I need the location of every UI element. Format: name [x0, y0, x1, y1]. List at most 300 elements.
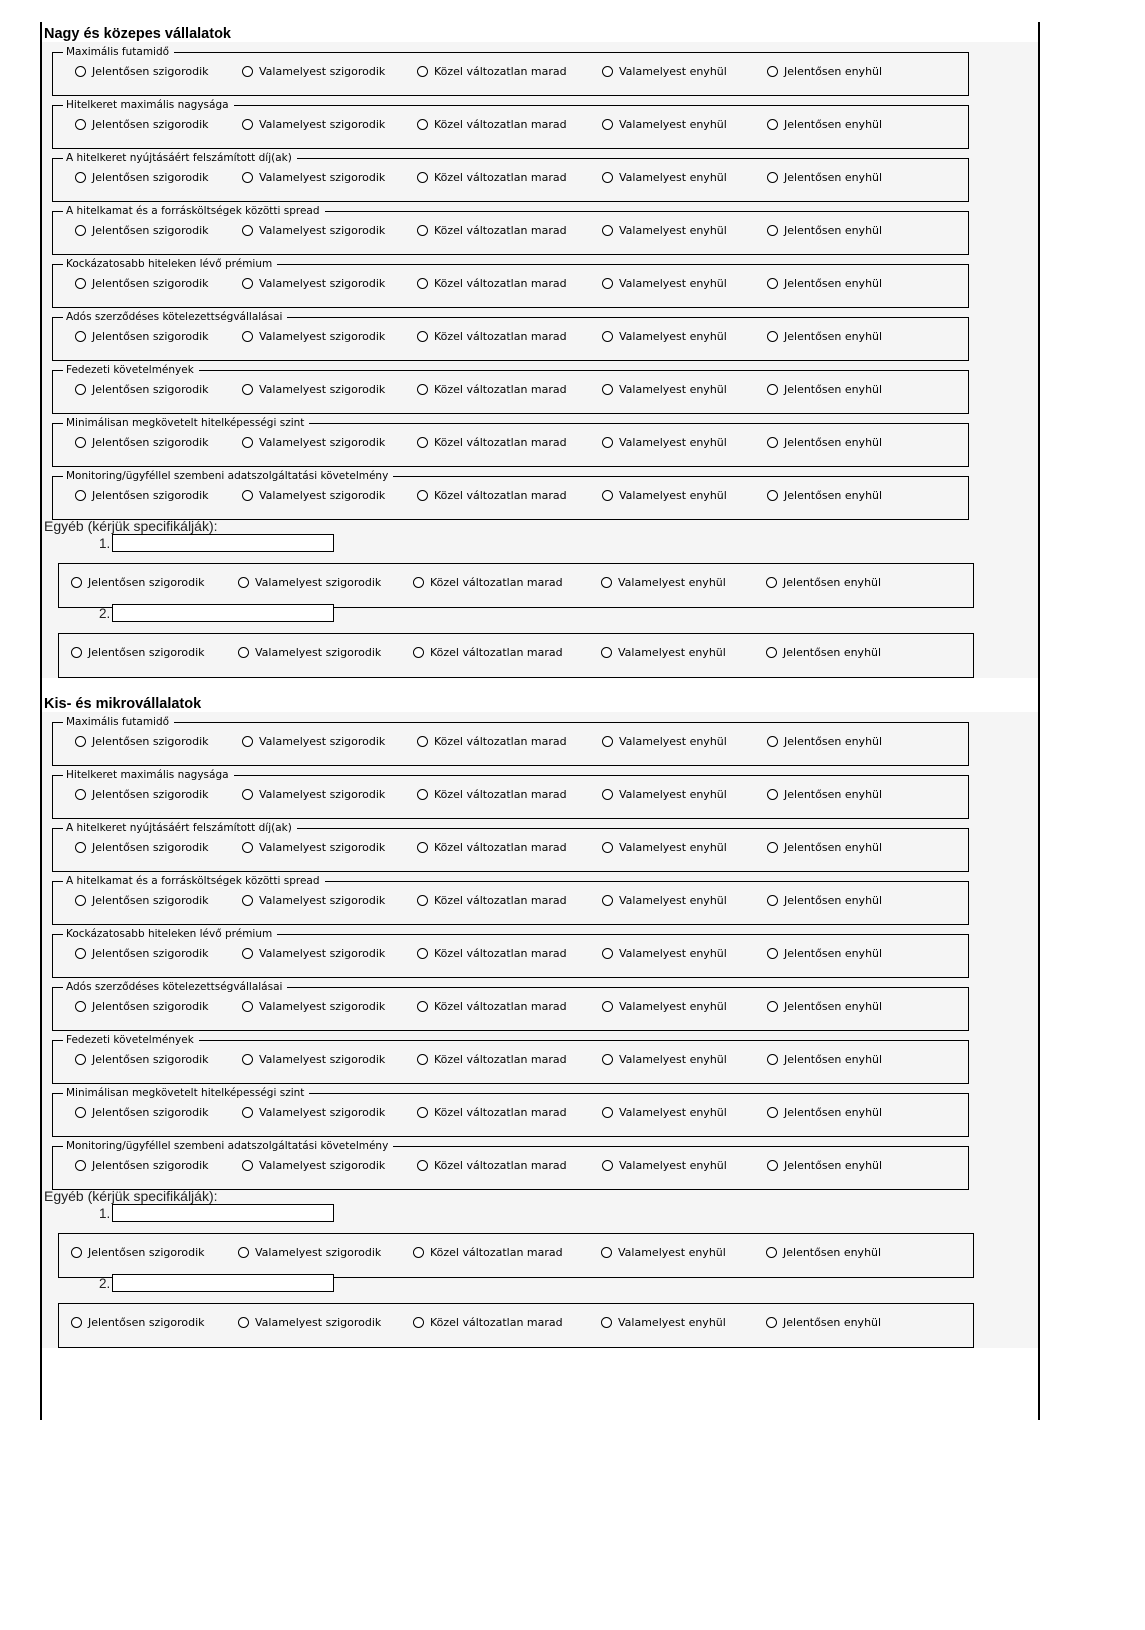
group-legend: Maximális futamidő	[63, 716, 174, 728]
radio-label: Valamelyest szigorodik	[259, 383, 386, 396]
radio-option[interactable]	[242, 894, 385, 907]
radio-option[interactable]	[602, 841, 727, 854]
radio-option[interactable]	[71, 1316, 205, 1329]
radio-button[interactable]	[75, 948, 86, 959]
radio-label: Valamelyest enyhül	[619, 735, 727, 748]
radio-button[interactable]	[767, 948, 778, 959]
radio-option[interactable]	[71, 1246, 205, 1259]
radio-option[interactable]	[242, 383, 385, 396]
radio-button[interactable]	[75, 331, 86, 342]
radio-option[interactable]	[75, 788, 209, 801]
radio-label: Valamelyest szigorodik	[259, 894, 386, 907]
section-2	[42, 692, 1038, 1352]
radio-button[interactable]	[601, 577, 612, 588]
radio-button[interactable]	[75, 490, 86, 501]
radio-option[interactable]	[417, 171, 567, 184]
radio-option[interactable]	[602, 277, 727, 290]
radio-button[interactable]	[417, 895, 428, 906]
radio-button[interactable]	[767, 789, 778, 800]
radio-label: Közel változatlan marad	[434, 436, 567, 449]
radio-button[interactable]	[602, 225, 613, 236]
radio-option[interactable]	[602, 788, 727, 801]
radio-option[interactable]	[767, 171, 882, 184]
radio-button[interactable]	[417, 331, 428, 342]
radio-option[interactable]	[417, 330, 567, 343]
radio-label: Valamelyest enyhül	[619, 489, 727, 502]
radio-option[interactable]	[75, 436, 209, 449]
radio-button[interactable]	[602, 66, 613, 77]
radio-label: Valamelyest enyhül	[619, 1000, 727, 1013]
radio-option[interactable]	[602, 224, 727, 237]
radio-option[interactable]	[75, 1000, 209, 1013]
radio-option[interactable]	[602, 1053, 727, 1066]
radio-button[interactable]	[602, 1160, 613, 1171]
radio-option[interactable]	[602, 947, 727, 960]
radio-button[interactable]	[767, 1107, 778, 1118]
radio-button[interactable]	[242, 1001, 253, 1012]
radio-button[interactable]	[242, 278, 253, 289]
radio-button[interactable]	[75, 66, 86, 77]
radio-label: Valamelyest enyhül	[619, 1106, 727, 1119]
radio-label: Jelentősen szigorodik	[92, 65, 209, 78]
radio-button[interactable]	[767, 895, 778, 906]
radio-button[interactable]	[767, 66, 778, 77]
radio-option[interactable]	[602, 1000, 727, 1013]
radio-option[interactable]	[602, 330, 727, 343]
radio-label: Jelentősen enyhül	[783, 1246, 882, 1259]
radio-label: Jelentősen enyhül	[784, 383, 883, 396]
radio-button[interactable]	[238, 1247, 249, 1258]
radio-button[interactable]	[417, 172, 428, 183]
radio-option[interactable]	[417, 735, 567, 748]
radio-option[interactable]	[242, 735, 385, 748]
radio-option[interactable]	[602, 436, 727, 449]
radio-option[interactable]	[238, 1246, 381, 1259]
radio-button[interactable]	[75, 119, 86, 130]
radio-button[interactable]	[602, 172, 613, 183]
radio-button[interactable]	[242, 172, 253, 183]
option-group	[52, 205, 969, 255]
radio-option[interactable]	[417, 383, 567, 396]
radio-option[interactable]	[75, 118, 209, 131]
option-group	[52, 99, 969, 149]
radio-label: Jelentősen szigorodik	[88, 576, 205, 589]
radio-option[interactable]	[413, 646, 563, 659]
radio-option[interactable]	[767, 894, 882, 907]
radio-button[interactable]	[602, 1001, 613, 1012]
radio-label: Jelentősen enyhül	[784, 1000, 883, 1013]
other-item-number: 1.	[99, 536, 111, 551]
radio-option[interactable]	[417, 489, 567, 502]
radio-label: Jelentősen szigorodik	[92, 1000, 209, 1013]
radio-label: Valamelyest szigorodik	[259, 171, 386, 184]
radio-option[interactable]	[75, 224, 209, 237]
radio-button[interactable]	[242, 437, 253, 448]
radio-option[interactable]	[75, 330, 209, 343]
radio-button[interactable]	[417, 842, 428, 853]
radio-button[interactable]	[602, 948, 613, 959]
group-legend: A hitelkamat és a forrásköltségek közötti spread	[63, 205, 325, 217]
radio-option[interactable]	[75, 1106, 209, 1119]
radio-label: Jelentősen enyhül	[784, 171, 883, 184]
radio-label: Valamelyest enyhül	[619, 947, 727, 960]
radio-label: Jelentősen szigorodik	[88, 1316, 205, 1329]
radio-option[interactable]	[242, 171, 385, 184]
radio-label: Valamelyest szigorodik	[259, 947, 386, 960]
radio-option[interactable]	[75, 383, 209, 396]
radio-option[interactable]	[766, 1316, 881, 1329]
radio-option[interactable]	[767, 224, 882, 237]
radio-option[interactable]	[71, 576, 205, 589]
radio-button[interactable]	[767, 490, 778, 501]
radio-option[interactable]	[242, 118, 385, 131]
radio-button[interactable]	[75, 1160, 86, 1171]
radio-label: Valamelyest szigorodik	[259, 1159, 386, 1172]
radio-button[interactable]	[242, 66, 253, 77]
radio-button[interactable]	[602, 278, 613, 289]
radio-button[interactable]	[413, 1247, 424, 1258]
radio-button[interactable]	[242, 1054, 253, 1065]
radio-label: Valamelyest szigorodik	[259, 65, 386, 78]
radio-button[interactable]	[242, 842, 253, 853]
radio-option[interactable]	[417, 788, 567, 801]
radio-label: Közel változatlan marad	[434, 118, 567, 131]
radio-label: Jelentősen enyhül	[784, 277, 883, 290]
radio-option[interactable]	[767, 1106, 882, 1119]
radio-option[interactable]	[417, 436, 567, 449]
radio-option[interactable]	[767, 841, 882, 854]
radio-button[interactable]	[417, 1001, 428, 1012]
radio-option[interactable]	[75, 65, 209, 78]
radio-label: Jelentősen szigorodik	[92, 171, 209, 184]
radio-button[interactable]	[601, 1247, 612, 1258]
other-specify-input[interactable]	[112, 534, 334, 552]
radio-button[interactable]	[602, 842, 613, 853]
radio-button[interactable]	[71, 647, 82, 658]
radio-label: Valamelyest enyhül	[618, 1246, 726, 1259]
option-group	[52, 1087, 969, 1137]
radio-button[interactable]	[602, 384, 613, 395]
radio-label: Valamelyest szigorodik	[259, 1000, 386, 1013]
radio-button[interactable]	[767, 225, 778, 236]
radio-label: Valamelyest enyhül	[619, 171, 727, 184]
option-group	[52, 46, 969, 96]
radio-button[interactable]	[602, 119, 613, 130]
radio-option[interactable]	[601, 1246, 726, 1259]
radio-option[interactable]	[238, 576, 381, 589]
radio-option[interactable]	[71, 646, 205, 659]
radio-button[interactable]	[238, 577, 249, 588]
radio-option[interactable]	[417, 224, 567, 237]
radio-button[interactable]	[767, 437, 778, 448]
radio-option[interactable]	[602, 894, 727, 907]
radio-option[interactable]	[417, 1053, 567, 1066]
radio-option[interactable]	[767, 947, 882, 960]
radio-label: Közel változatlan marad	[434, 383, 567, 396]
option-group	[52, 875, 969, 925]
radio-button[interactable]	[601, 647, 612, 658]
radio-option[interactable]	[242, 224, 385, 237]
radio-option[interactable]	[417, 1000, 567, 1013]
radio-button[interactable]	[75, 1054, 86, 1065]
radio-option[interactable]	[766, 646, 881, 659]
radio-button[interactable]	[417, 948, 428, 959]
radio-option[interactable]	[242, 330, 385, 343]
radio-option[interactable]	[75, 735, 209, 748]
radio-button[interactable]	[242, 119, 253, 130]
radio-option[interactable]	[242, 947, 385, 960]
radio-button[interactable]	[767, 1001, 778, 1012]
radio-button[interactable]	[242, 789, 253, 800]
radio-option[interactable]	[767, 65, 882, 78]
radio-label: Közel változatlan marad	[434, 1000, 567, 1013]
radio-label: Valamelyest szigorodik	[259, 1106, 386, 1119]
radio-option[interactable]	[602, 383, 727, 396]
radio-option[interactable]	[767, 118, 882, 131]
radio-button[interactable]	[417, 1054, 428, 1065]
radio-button[interactable]	[767, 1160, 778, 1171]
radio-button[interactable]	[242, 895, 253, 906]
radio-button[interactable]	[413, 647, 424, 658]
radio-button[interactable]	[75, 842, 86, 853]
radio-option[interactable]	[767, 788, 882, 801]
radio-button[interactable]	[417, 437, 428, 448]
radio-button[interactable]	[767, 736, 778, 747]
radio-button[interactable]	[242, 1160, 253, 1171]
radio-option[interactable]	[242, 65, 385, 78]
radio-option[interactable]	[417, 277, 567, 290]
radio-button[interactable]	[767, 1054, 778, 1065]
radio-option[interactable]	[75, 894, 209, 907]
radio-option[interactable]	[242, 1159, 385, 1172]
radio-option[interactable]	[417, 947, 567, 960]
radio-option[interactable]	[602, 118, 727, 131]
radio-option[interactable]	[413, 576, 563, 589]
radio-option[interactable]	[75, 1053, 209, 1066]
radio-label: Jelentősen enyhül	[784, 65, 883, 78]
radio-label: Valamelyest enyhül	[619, 436, 727, 449]
group-legend: Fedezeti követelmények	[63, 1034, 199, 1046]
radio-option[interactable]	[242, 841, 385, 854]
radio-option[interactable]	[242, 277, 385, 290]
radio-button[interactable]	[766, 1247, 777, 1258]
radio-option[interactable]	[417, 894, 567, 907]
radio-button[interactable]	[417, 1160, 428, 1171]
radio-button[interactable]	[602, 437, 613, 448]
radio-label: Jelentősen szigorodik	[92, 841, 209, 854]
radio-button[interactable]	[602, 1107, 613, 1118]
radio-button[interactable]	[75, 736, 86, 747]
radio-button[interactable]	[602, 331, 613, 342]
radio-label: Jelentősen szigorodik	[88, 646, 205, 659]
radio-option[interactable]	[602, 1159, 727, 1172]
radio-button[interactable]	[413, 577, 424, 588]
option-group	[52, 152, 969, 202]
radio-option[interactable]	[413, 1316, 563, 1329]
radio-button[interactable]	[602, 736, 613, 747]
radio-option[interactable]	[75, 171, 209, 184]
radio-label: Jelentősen szigorodik	[92, 947, 209, 960]
radio-button[interactable]	[417, 1107, 428, 1118]
other-specify-input[interactable]	[112, 604, 334, 622]
radio-button[interactable]	[602, 1054, 613, 1065]
radio-button[interactable]	[75, 895, 86, 906]
radio-button[interactable]	[71, 1317, 82, 1328]
group-legend: Adós szerződéses kötelezettségvállalásai	[63, 981, 287, 993]
radio-button[interactable]	[417, 490, 428, 501]
radio-option[interactable]	[242, 436, 385, 449]
radio-button[interactable]	[767, 842, 778, 853]
radio-button[interactable]	[766, 647, 777, 658]
option-group	[52, 1034, 969, 1084]
radio-button[interactable]	[767, 384, 778, 395]
other-specify-input[interactable]	[112, 1204, 334, 1222]
radio-button[interactable]	[767, 278, 778, 289]
radio-option[interactable]	[601, 576, 726, 589]
radio-button[interactable]	[242, 331, 253, 342]
radio-label: Jelentősen enyhül	[784, 947, 883, 960]
radio-label: Jelentősen enyhül	[784, 436, 883, 449]
radio-option[interactable]	[602, 1106, 727, 1119]
radio-button[interactable]	[75, 1001, 86, 1012]
radio-button[interactable]	[242, 225, 253, 236]
radio-button[interactable]	[417, 384, 428, 395]
radio-button[interactable]	[767, 119, 778, 130]
radio-button[interactable]	[242, 490, 253, 501]
radio-label: Valamelyest enyhül	[619, 788, 727, 801]
radio-button[interactable]	[75, 278, 86, 289]
radio-option[interactable]	[767, 436, 882, 449]
radio-button[interactable]	[417, 789, 428, 800]
radio-button[interactable]	[602, 490, 613, 501]
radio-option[interactable]	[766, 1246, 881, 1259]
radio-option[interactable]	[417, 1106, 567, 1119]
radio-option[interactable]	[242, 1000, 385, 1013]
radio-option[interactable]	[242, 489, 385, 502]
radio-button[interactable]	[766, 577, 777, 588]
radio-button[interactable]	[602, 895, 613, 906]
radio-button[interactable]	[242, 384, 253, 395]
radio-button[interactable]	[413, 1317, 424, 1328]
radio-option[interactable]	[413, 1246, 563, 1259]
radio-option[interactable]	[238, 646, 381, 659]
radio-button[interactable]	[417, 736, 428, 747]
radio-button[interactable]	[75, 172, 86, 183]
radio-option[interactable]	[75, 277, 209, 290]
radio-button[interactable]	[238, 1317, 249, 1328]
radio-option[interactable]	[767, 1053, 882, 1066]
radio-label: Jelentősen szigorodik	[92, 224, 209, 237]
radio-button[interactable]	[75, 225, 86, 236]
radio-button[interactable]	[601, 1317, 612, 1328]
other-specify-input[interactable]	[112, 1274, 334, 1292]
radio-label: Valamelyest szigorodik	[255, 1316, 382, 1329]
radio-label: Valamelyest enyhül	[619, 383, 727, 396]
radio-button[interactable]	[767, 172, 778, 183]
radio-label: Közel változatlan marad	[430, 576, 563, 589]
right-border-line	[1038, 22, 1040, 1420]
radio-button[interactable]	[767, 331, 778, 342]
radio-option[interactable]	[602, 171, 727, 184]
radio-option[interactable]	[767, 383, 882, 396]
radio-option[interactable]	[417, 118, 567, 131]
radio-option[interactable]	[242, 1053, 385, 1066]
radio-label: Valamelyest enyhül	[618, 576, 726, 589]
radio-label: Jelentősen enyhül	[784, 489, 883, 502]
radio-button[interactable]	[71, 577, 82, 588]
radio-option[interactable]	[602, 735, 727, 748]
radio-label: Valamelyest enyhül	[619, 118, 727, 131]
radio-option[interactable]	[417, 65, 567, 78]
radio-button[interactable]	[242, 1107, 253, 1118]
radio-button[interactable]	[71, 1247, 82, 1258]
radio-option[interactable]	[601, 646, 726, 659]
radio-button[interactable]	[417, 278, 428, 289]
radio-label: Valamelyest szigorodik	[259, 788, 386, 801]
group-legend: Hitelkeret maximális nagysága	[63, 769, 234, 781]
radio-label: Közel változatlan marad	[434, 489, 567, 502]
radio-label: Jelentősen szigorodik	[88, 1246, 205, 1259]
radio-label: Jelentősen enyhül	[784, 1159, 883, 1172]
radio-label: Jelentősen szigorodik	[92, 1106, 209, 1119]
radio-option[interactable]	[75, 841, 209, 854]
radio-button[interactable]	[75, 789, 86, 800]
radio-button[interactable]	[417, 225, 428, 236]
radio-option[interactable]	[767, 1159, 882, 1172]
radio-option[interactable]	[242, 788, 385, 801]
radio-option[interactable]	[767, 330, 882, 343]
radio-option[interactable]	[75, 947, 209, 960]
radio-label: Közel változatlan marad	[434, 1053, 567, 1066]
radio-button[interactable]	[75, 437, 86, 448]
radio-button[interactable]	[75, 1107, 86, 1118]
radio-option[interactable]	[601, 1316, 726, 1329]
radio-label: Valamelyest szigorodik	[259, 224, 386, 237]
radio-option[interactable]	[767, 1000, 882, 1013]
radio-button[interactable]	[238, 647, 249, 658]
radio-button[interactable]	[766, 1317, 777, 1328]
radio-option[interactable]	[767, 735, 882, 748]
radio-button[interactable]	[417, 66, 428, 77]
section-title: Nagy és közepes vállalatok	[44, 26, 231, 42]
group-legend: A hitelkamat és a forrásköltségek közötti spread	[63, 875, 325, 887]
radio-option[interactable]	[602, 65, 727, 78]
radio-button[interactable]	[75, 384, 86, 395]
radio-option[interactable]	[767, 489, 882, 502]
radio-button[interactable]	[417, 119, 428, 130]
radio-label: Jelentősen enyhül	[784, 330, 883, 343]
section-1	[42, 22, 1038, 682]
option-group	[52, 1140, 969, 1190]
radio-option[interactable]	[767, 277, 882, 290]
radio-label: Valamelyest szigorodik	[259, 841, 386, 854]
radio-option[interactable]	[417, 1159, 567, 1172]
radio-option[interactable]	[766, 576, 881, 589]
radio-label: Valamelyest enyhül	[619, 894, 727, 907]
other-option-group	[58, 1303, 974, 1348]
radio-label: Valamelyest szigorodik	[259, 330, 386, 343]
radio-option[interactable]	[417, 841, 567, 854]
radio-button[interactable]	[602, 789, 613, 800]
radio-button[interactable]	[242, 736, 253, 747]
radio-option[interactable]	[242, 1106, 385, 1119]
radio-button[interactable]	[242, 948, 253, 959]
radio-option[interactable]	[238, 1316, 381, 1329]
group-legend: Fedezeti követelmények	[63, 364, 199, 376]
radio-option[interactable]	[602, 489, 727, 502]
radio-option[interactable]	[75, 1159, 209, 1172]
radio-option[interactable]	[75, 489, 209, 502]
